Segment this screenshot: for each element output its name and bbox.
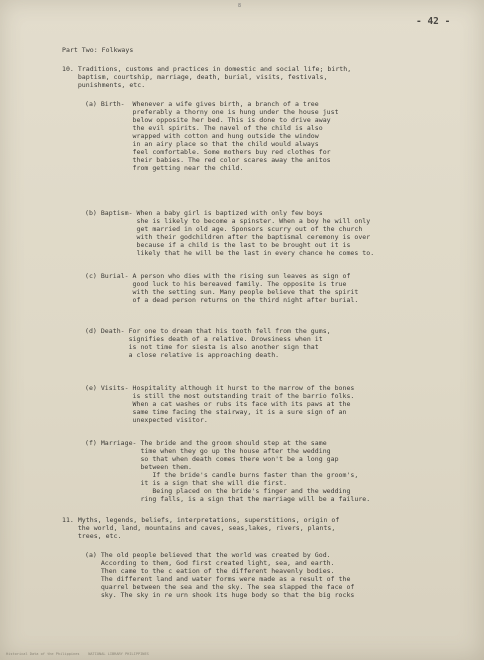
marriage-line: so that when death comes there won't be a long gap bbox=[85, 455, 339, 463]
birth-line: preferably a thorny one is hung under the house just bbox=[85, 108, 339, 116]
item-10-line: baptism, courtship, marriage, death, burial, visits, festivals, bbox=[62, 73, 328, 81]
burial-line: with the setting sun. Many people believe that the spirit bbox=[85, 288, 359, 296]
item-10-line: 10. Traditions, customs and practices in domestic and social life; birth, bbox=[62, 65, 352, 73]
burial-line: (c) Burial- A person who dies with the rising sun leaves as sign of bbox=[85, 272, 351, 280]
birth-line: in an airy place so that the child would always bbox=[85, 140, 319, 148]
burial-line: good luck to his bereaved family. The opposite is true bbox=[85, 280, 347, 288]
page-number: - 42 - bbox=[416, 16, 451, 27]
birth-line: their babies. The red color scares away the anitos bbox=[85, 156, 331, 164]
baptism-line: likely that he will be the last in every chance he comes to. bbox=[85, 249, 375, 257]
birth-line: wrapped with cotton and hung outside the window bbox=[85, 132, 319, 140]
section-title: Part Two: Folkways bbox=[62, 46, 134, 54]
baptism-line: with their godchildren after the baptismal ceremony is over bbox=[85, 233, 371, 241]
item-11-line: 11. Myths, legends, beliefs, interpretations, superstitions, origin of bbox=[62, 516, 340, 524]
myth-line: According to them, God first created light, sea, and earth. bbox=[85, 559, 335, 567]
burial-line: of a dead person returns on the third night after burial. bbox=[85, 296, 359, 304]
death-line: signifies death of a relative. Drowsiness when it bbox=[85, 335, 323, 343]
death-line: a close relative is approaching death. bbox=[85, 351, 280, 359]
baptism-line: because if a child is the last to be brought out it is bbox=[85, 241, 351, 249]
marriage-line: Being placed on the bride's finger and the wedding bbox=[85, 487, 351, 495]
birth-line: (a) Birth- Whenever a wife gives birth, a branch of a tree bbox=[85, 100, 319, 108]
baptism-line: she is likely to become a spinster. When a boy he will only bbox=[85, 217, 371, 225]
top-mark: 8 bbox=[238, 3, 242, 9]
baptism-line: get married in old age. Sponsors scurry out of the church bbox=[85, 225, 363, 233]
marriage-line: time when they go up the house after the wedding bbox=[85, 447, 331, 455]
marriage-line: If the bride's candle burns faster than the groom's, bbox=[85, 471, 359, 479]
footer-credit: Historical Data of the Philippines NATIONAL LIBRARY PHILIPPINES bbox=[6, 652, 149, 656]
baptism-line: (b) Baptism- When a baby girl is baptized with only few boys bbox=[85, 209, 323, 217]
visits-line: When a cat washes or rubs its face with its paws at the bbox=[85, 400, 351, 408]
death-line: (d) Death- For one to dream that his tooth fell from the gums, bbox=[85, 327, 331, 335]
visits-line: is still the most outstanding trait of the barrio folks. bbox=[85, 392, 355, 400]
marriage-line: ring falls, is a sign that the marriage will be a failure. bbox=[85, 495, 371, 503]
birth-line: from getting near the child. bbox=[85, 164, 244, 172]
visits-line: unexpected visitor. bbox=[85, 416, 208, 424]
visits-line: same time facing the stairway, it is a sure sign of an bbox=[85, 408, 347, 416]
marriage-line: (f) Marriage- The bride and the groom should step at the same bbox=[85, 439, 327, 447]
visits-line: (e) Visits- Hospitality although it hurst to the marrow of the bones bbox=[85, 384, 355, 392]
myth-line: (a) The old people believed that the world was created by God. bbox=[85, 551, 331, 559]
item-11-line: trees, etc. bbox=[62, 532, 122, 540]
death-line: is not time for siesta is also another sign that bbox=[85, 343, 319, 351]
myth-line: sky. The sky in re urn shook its huge body so that the big rocks bbox=[85, 591, 355, 599]
myth-line: quarrel between the sea and the sky. The sea slapped the face of bbox=[85, 583, 355, 591]
myth-line: Then came to the c eation of the different heavenly bodies. bbox=[85, 567, 335, 575]
birth-line: the evil spirits. The navel of the child is also bbox=[85, 124, 323, 132]
birth-line: below opposite her bed. This is done to drive away bbox=[85, 116, 331, 124]
item-10-line: punishments, etc. bbox=[62, 81, 146, 89]
marriage-line: it is a sign that she will die first. bbox=[85, 479, 288, 487]
item-11-line: the world, land, mountains and caves, seas,lakes, rivers, plants, bbox=[62, 524, 336, 532]
myth-line: The different land and water forms were made as a result of the bbox=[85, 575, 351, 583]
birth-line: feel comfortable. Some mothers buy red clothes for bbox=[85, 148, 331, 156]
marriage-line: between them. bbox=[85, 463, 192, 471]
